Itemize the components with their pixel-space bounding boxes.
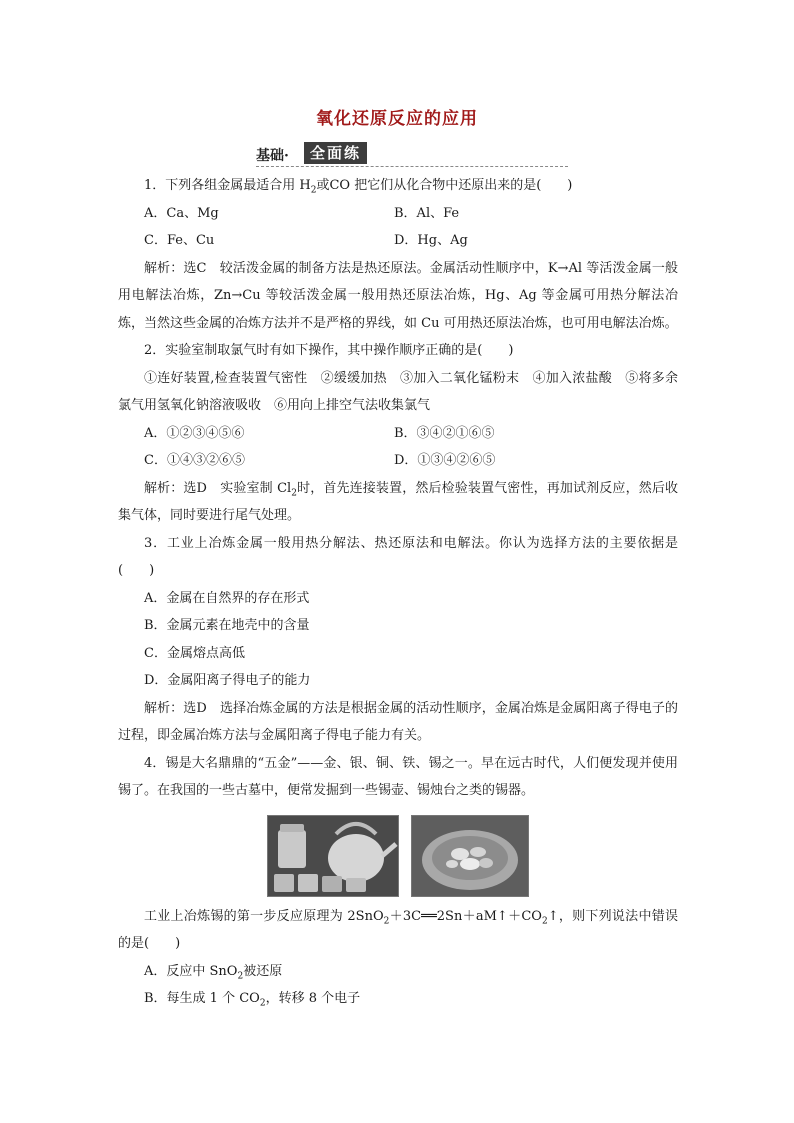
tin-bowl-photo (411, 815, 529, 897)
q1-analysis: 解析：选C 较活泼金属的制备方法是热还原法。金属活动性顺序中，K→Al 等活泼金属一般用电解法冶炼，Zn→Cu 等较活泼金属一般用热还原法冶炼，Hg、Ag 等金属可用热分解法冶炼，当然这些金属的冶炼方法并不是严格的界线，如 Cu 可用热还原法冶炼，也可用电解法冶炼。 (118, 260, 678, 331)
q1-stem: 1．下列各组金属最适合用 $H_2$或CO 把它们从化合物中还原出来的是( ) (144, 178, 573, 196)
q1-options-cd (118, 227, 678, 255)
q2-analysis: 解析：选D 实验室制 $Cl_2$时，首先连接装置，然后检验装置气密性，再加试剂反应，然后收集气体，同时要进行尾气处理。 (118, 480, 678, 523)
q2-option-a: A．①②③④⑤⑥ (144, 425, 245, 441)
q4-option-a: A．反应中 SnO$_2$被还原 (144, 963, 283, 982)
question-content (118, 172, 678, 1013)
q2-stem: 2．实验室制取氯气时有如下操作，其中操作顺序正确的是( ) (144, 343, 514, 358)
q3-option-d: D．金属阳离子得电子的能力 (144, 673, 311, 688)
section-badge: 全面练 (304, 142, 367, 164)
q4-images (118, 815, 678, 897)
tin-teapot-photo (267, 815, 399, 897)
q2-option-d: D．①③④②⑥⑤ (394, 453, 496, 468)
q4-option-b: B．每生成 1 个 $CO_2$，转移 8 个电子 (144, 991, 361, 1009)
q4-equation-stem: 工业上冶炼锡的第一步反应原理为 $2SnO_2+3C══2Sn+aM↑+CO_2↑$，则下列说法中错误的是( ) (118, 908, 678, 951)
section-prefix: 基础· (256, 148, 289, 164)
q2-steps: ①连好装置,检查装置气密性 ②缓缓加热 ③加入二氧化锰粉末 ④加入浓盐酸 ⑤将多余氯气用氢氧化钠溶液吸收 ⑥用向上排空气法收集氯气 (118, 370, 678, 413)
q2-option-c: C．①④③②⑥⑤ (144, 453, 245, 468)
q3-option-b: B．金属元素在地壳中的含量 (144, 618, 310, 633)
q1-option-c: C．Fe、Cu (144, 233, 215, 248)
q3-option-c: C．金属熔点高低 (144, 645, 245, 661)
q2-options-ab (118, 420, 678, 448)
q3-stem: 3．工业上冶炼金属一般用热分解法、热还原法和电解法。你认为选择方法的主要依据是( ) (118, 535, 678, 578)
q1-option-d: D．Hg、Ag (394, 233, 468, 248)
section-header (256, 142, 568, 167)
q4-intro: 4．锡是大名鼎鼎的“五金”——金、银、铜、铁、锡之一。早在远古时代，人们便发现并使用锡了。在我国的一些古墓中，便常发掘到一些锡壶、锡烛台之类的锡器。 (118, 755, 678, 798)
q3-option-a: A．金属在自然界的存在形式 (144, 590, 310, 606)
q1-options-ab (118, 200, 678, 228)
q1-option-a: A．Ca、Mg (144, 205, 219, 221)
q2-options-cd (118, 447, 678, 475)
page-title: 氧化还原反应的应用 (316, 109, 478, 129)
q3-analysis: 解析：选D 选择冶炼金属的方法是根据金属的活动性顺序，金属冶炼是金属阳离子得电子的过程，即金属冶炼方法与金属阳离子得电子能力有关。 (118, 700, 678, 743)
q1-option-b: B．Al、Fe (394, 205, 460, 221)
q2-option-b: B．③④②①⑥⑤ (394, 425, 495, 441)
